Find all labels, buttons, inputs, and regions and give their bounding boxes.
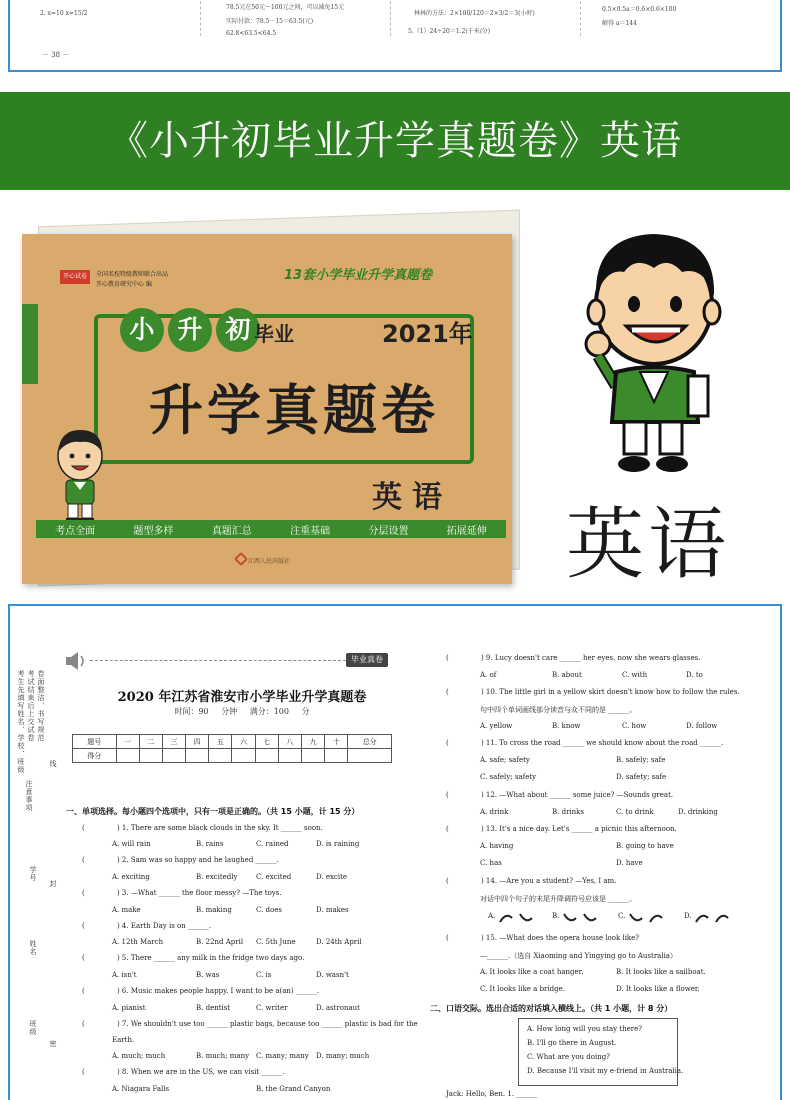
score-cell: 六: [232, 735, 255, 749]
dialog-option: D. Because I'll visit my e-friend in Australia.: [527, 1067, 684, 1075]
question-stem: ( ) 2. Sam was so happy and he laughed ______.: [82, 856, 279, 864]
option[interactable]: D. wasn't: [316, 971, 349, 979]
publisher-line: 全国名校特级教师联合出品: [96, 271, 169, 278]
cover-tag-bar: [36, 520, 506, 538]
option[interactable]: A. yellow: [480, 722, 513, 730]
option[interactable]: A. It looks like a coat hanger.: [480, 968, 584, 976]
option[interactable]: D. is raining: [316, 840, 360, 848]
page-number: － 38 －: [42, 51, 70, 59]
option[interactable]: B. excitedly: [196, 873, 238, 881]
option[interactable]: D. have: [616, 859, 643, 867]
option[interactable]: C.: [618, 912, 626, 920]
question-stem: ( ) 12. —What about ______ some juice? —Sounds great.: [446, 791, 674, 799]
score-input-cell[interactable]: [139, 749, 162, 763]
option[interactable]: D. many; much: [316, 1052, 370, 1060]
score-table-row: [73, 749, 392, 763]
option[interactable]: A. much; much: [112, 1052, 166, 1060]
option[interactable]: C. safely; safety: [480, 773, 537, 781]
question-stem: ( ) 5. There ______ any milk in the fridge two days ago.: [82, 954, 305, 962]
previous-page-frame: [8, 0, 782, 72]
question-stem: ( ) 13. It's a nice day. Let's ______ a picnic this afternoon.: [446, 825, 677, 833]
rise-fall-arrows-icon: [498, 912, 534, 924]
option[interactable]: B. making: [196, 906, 232, 914]
answer-text: 5.（1）24÷20＝1.2(千米/分): [408, 28, 491, 35]
option[interactable]: A. Niagara Falls: [112, 1085, 170, 1093]
banner-title: 《小升初毕业升学真题卷》英语: [108, 118, 682, 164]
option[interactable]: B. about: [552, 671, 582, 679]
cover-sets-label: 13套小学毕业升学真题卷: [284, 268, 433, 283]
book-cover: [22, 234, 512, 584]
option[interactable]: C. with: [622, 671, 648, 679]
cover-tag: 真题汇总: [211, 525, 252, 537]
option[interactable]: B. the Grand Canyon: [256, 1085, 331, 1093]
header-rule: [90, 660, 346, 661]
column-divider: [390, 0, 391, 36]
option[interactable]: C. to drink: [616, 808, 654, 816]
exam-paper: [8, 604, 782, 1100]
section-heading: 一、单项选择。每小题四个选项中，只有一项是正确的。（共 15 小题，计 15 分）: [66, 807, 360, 816]
question-continuation: 对话中四个句子的末尾升降调符号应该是 ______。: [480, 895, 637, 903]
question-stem: ( ) 14. —Are you a student? —Yes, I am.: [446, 877, 617, 885]
cover-tag: 题型多样: [133, 525, 174, 537]
side-label: 班级: [29, 1020, 37, 1036]
question-stem: ( ) 9. Lucy doesn't care ______ her eyes, now she wears glasses.: [446, 654, 701, 662]
option[interactable]: B.: [552, 912, 560, 920]
cover-biye: 毕业: [254, 322, 294, 346]
side-note: 考试结束后上交试卷: [27, 670, 35, 742]
cover-spine: [22, 304, 38, 384]
option[interactable]: B. drinks: [552, 808, 585, 816]
option[interactable]: A. having: [480, 842, 514, 850]
title-banner: [0, 92, 790, 190]
cover-tag: 考点全面: [55, 525, 96, 537]
option[interactable]: D. 24th April: [316, 938, 362, 946]
option[interactable]: D. makes: [316, 906, 349, 914]
exam-info: 时间：90 分钟 满分：100 分: [174, 707, 310, 716]
question-stem: ( ) 7. We shouldn't use too ______ plastic bags, because too ______ plastic is bad for the: [82, 1020, 418, 1028]
answer-text: 2. x=10 x=15/2: [40, 10, 88, 17]
score-cell: 八: [278, 735, 301, 749]
cover-tag: 注重基础: [290, 525, 331, 537]
score-input-cell[interactable]: [348, 749, 392, 763]
score-cell: 五: [209, 735, 232, 749]
column-divider: [580, 0, 581, 36]
binding-margin: [14, 670, 58, 1100]
dialog-option: A. How long will you stay there?: [527, 1025, 643, 1033]
answer-text: 0.5×0.5a＝0.6×0.6×100: [602, 6, 677, 13]
cover-year: 2021年: [382, 320, 473, 348]
question-continuation: 句中四个单词画线部分读音与众不同的是 ______。: [480, 706, 637, 714]
publisher-line: 开心教育研究中心 编: [96, 281, 152, 288]
question-stem: ( ) 10. The little girl in a yellow skirt doesn't know how to follow the rules.: [446, 688, 740, 696]
book-image: [18, 212, 518, 582]
option[interactable]: A. pianist: [112, 1004, 146, 1012]
dialog-options-box: [518, 1018, 684, 1086]
question-stem: ( ) 8. When we are in the US, we can visit ______.: [82, 1068, 285, 1076]
option[interactable]: A. will rain: [112, 840, 151, 848]
side-label: 姓名: [29, 940, 37, 956]
rise-rise-arrows-icon: [694, 912, 730, 924]
cover-tag: 分层设置: [368, 525, 409, 537]
option[interactable]: C. does: [256, 906, 282, 914]
question-stem: ( ) 3. —What ______ the floor messy? —The toys.: [82, 889, 282, 897]
option[interactable]: D. drinking: [678, 808, 718, 816]
score-cell: 十: [325, 735, 348, 749]
press-logo-icon: [234, 552, 248, 566]
option[interactable]: C. rained: [256, 840, 289, 848]
option[interactable]: C. has: [480, 859, 502, 867]
dialog-option: C. What are you doing?: [527, 1053, 610, 1061]
answer-text: 解得 a＝144: [602, 20, 637, 27]
column-divider: [200, 0, 201, 36]
option[interactable]: D. follow: [686, 722, 718, 730]
option[interactable]: D.: [684, 912, 692, 920]
side-label: 封: [49, 880, 57, 888]
option[interactable]: A. safe; safety: [480, 756, 530, 764]
option[interactable]: D. excite: [316, 873, 348, 881]
option[interactable]: B. going to have: [616, 842, 674, 850]
fall-fall-arrows-icon: [562, 912, 598, 924]
score-table-row: [73, 735, 392, 749]
side-label: 学号: [29, 866, 37, 882]
boy-mascot-illustration: [576, 226, 726, 484]
score-input-cell[interactable]: [255, 749, 278, 763]
dialog-option: B. I'll go there in August.: [527, 1039, 617, 1047]
option[interactable]: A. drink: [480, 808, 509, 816]
score-cell: 七: [255, 735, 278, 749]
side-label: 密: [49, 1040, 57, 1048]
section-heading: 二、口语交际。选出合适的对话填入横线上。（共 1 小题，计 8 分）: [430, 1004, 673, 1013]
question-continuation: —______.（选自 Xiaoming and Yingying go to Australia）: [480, 952, 677, 960]
exam-title: 2020 年江苏省淮安市小学毕业升学真题卷: [117, 690, 367, 705]
option[interactable]: B. much; many: [196, 1052, 250, 1060]
score-input-cell[interactable]: [209, 749, 232, 763]
side-label: 线: [49, 760, 57, 768]
answer-text: 实际付款：78.5－15＝63.5(元): [226, 18, 314, 25]
option[interactable]: A. exciting: [112, 873, 150, 881]
score-cell: 总分: [348, 735, 392, 749]
question-continuation: Earth.: [112, 1036, 135, 1044]
score-cell: 二: [139, 735, 162, 749]
option[interactable]: B. safely; safe: [616, 756, 666, 764]
question-stem: ( ) 1. There are some black clouds in the sky. It ______ soon.: [82, 824, 323, 832]
previous-page-strip: [0, 0, 790, 82]
score-input-cell[interactable]: [278, 749, 301, 763]
option[interactable]: D. safety; safe: [616, 773, 667, 781]
cover-tag: 拓展延伸: [446, 525, 487, 537]
option[interactable]: C. It looks like a bridge.: [480, 985, 565, 993]
option[interactable]: B. was: [196, 971, 220, 979]
cover-char-circle: 初: [216, 308, 260, 352]
score-cell: 得分: [73, 749, 117, 763]
answer-text: 78.5元在50元～100元之间，可以减免15元: [226, 4, 345, 11]
option[interactable]: B. It looks like a sailboat.: [616, 968, 706, 976]
option[interactable]: D. astronaut: [316, 1004, 360, 1012]
cover-press: 江西人民出版社: [248, 558, 291, 565]
dialog-line: Jack: Hello, Ben. 1. ______: [446, 1090, 538, 1098]
score-cell: 三: [162, 735, 185, 749]
cover-char-circle: 升: [168, 308, 212, 352]
score-input-cell[interactable]: [325, 749, 348, 763]
option[interactable]: B. know: [552, 722, 581, 730]
subject-heading: 英语: [566, 500, 731, 590]
score-input-cell[interactable]: [302, 749, 325, 763]
score-cell: 题号: [73, 735, 117, 749]
score-cell: 一: [116, 735, 139, 749]
answer-text: 62.8<63.5<64.5: [226, 30, 277, 37]
score-input-cell[interactable]: [116, 749, 139, 763]
option[interactable]: B. dentist: [196, 1004, 231, 1012]
cover-char-circle: 小: [120, 308, 164, 352]
option[interactable]: C. excited: [256, 873, 292, 881]
question-stem: ( ) 6. Music makes people happy. I want to be a(an) ______.: [82, 987, 320, 995]
intonation-options: [488, 912, 748, 928]
option[interactable]: A. 12th March: [112, 938, 164, 946]
score-input-cell[interactable]: [232, 749, 255, 763]
score-cell: 九: [302, 735, 325, 749]
cover-boy-illustration: [48, 426, 112, 526]
publisher-logo: 开心试卷: [60, 270, 90, 284]
question-stem: ( ) 4. Earth Day is on ______.: [82, 922, 212, 930]
score-input-cell[interactable]: [186, 749, 209, 763]
option[interactable]: C. 5th June: [256, 938, 296, 946]
option[interactable]: C. many; many: [256, 1052, 309, 1060]
option[interactable]: D. to: [686, 671, 703, 679]
speaker-icon: [64, 650, 86, 672]
option[interactable]: C. how: [622, 722, 647, 730]
answer-text: 林林的方法：2×180/120＝2×3/2＝3(小时): [414, 10, 535, 17]
option[interactable]: C. is: [256, 971, 272, 979]
option[interactable]: C. writer: [256, 1004, 288, 1012]
score-cell: 四: [186, 735, 209, 749]
option[interactable]: B. 22nd April: [196, 938, 244, 946]
option[interactable]: A. make: [112, 906, 141, 914]
cover-subject: 英语: [372, 480, 452, 515]
cover-main-title: 升学真题卷: [149, 379, 439, 442]
score-table: [72, 734, 392, 763]
option[interactable]: D. It looks like a flower.: [616, 985, 700, 993]
fall-rise-arrows-icon: [628, 912, 664, 924]
option[interactable]: A.: [488, 912, 496, 920]
side-note: 卷面整洁，书写规范: [37, 670, 45, 742]
side-label: 注意事项: [25, 780, 33, 812]
exam-badge: 毕业真卷: [346, 653, 388, 667]
question-stem: ( ) 11. To cross the road ______ we should know about the road ______.: [446, 739, 724, 747]
question-stem: ( ) 15. —What does the opera house look like?: [446, 934, 640, 942]
option[interactable]: A. isn't: [112, 971, 137, 979]
score-input-cell[interactable]: [162, 749, 185, 763]
option[interactable]: A. of: [480, 671, 497, 679]
option[interactable]: B. rains: [196, 840, 224, 848]
side-note: 考生先填写姓名、学校、班级: [17, 670, 25, 774]
